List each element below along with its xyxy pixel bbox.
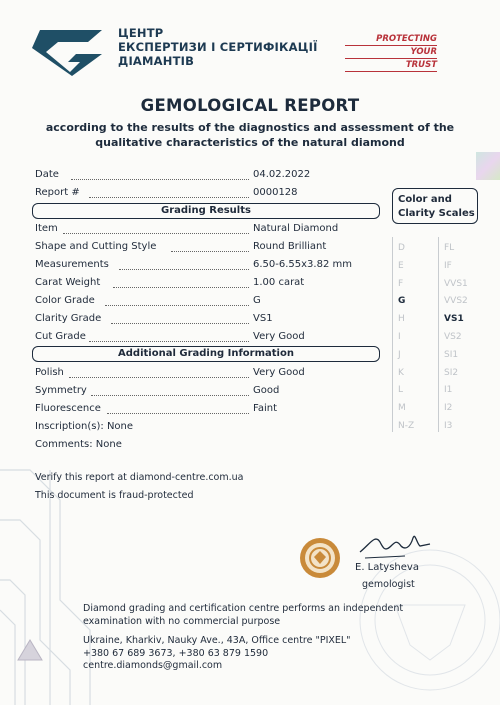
fluorescence-value: Faint <box>253 403 277 414</box>
footer-description <box>83 603 403 628</box>
footer-email: centre.diamonds@gmail.com <box>83 660 223 671</box>
clarity-grade-row <box>35 312 375 326</box>
inscriptions-text: Inscription(s): None <box>35 421 134 432</box>
grading-results-heading: Grading Results <box>32 203 380 219</box>
org-line-2: ЕКСПЕРТИЗИ І СЕРТИФІКАЦІЇ <box>118 40 318 54</box>
color-scale-item: E <box>398 260 404 271</box>
carat-label: Carat Weight <box>35 277 101 288</box>
organization-name <box>118 26 318 68</box>
cut-grade-value: Very Good <box>253 331 305 342</box>
org-line-3: ДІАМАНТІВ <box>118 54 195 68</box>
item-value: Natural Diamond <box>253 223 339 234</box>
measurements-label: Measurements <box>35 259 109 270</box>
comments-text: Comments: None <box>35 439 122 450</box>
footer-line-1: Diamond grading and certification centre performs an independent <box>83 603 404 614</box>
gemologist-name: E. Latysheva <box>355 562 419 573</box>
inscriptions-row <box>35 420 375 434</box>
triangle-emblem <box>18 640 42 660</box>
polish-row <box>35 366 375 380</box>
scales-heading <box>392 188 478 224</box>
color-scale-item: G <box>398 296 406 307</box>
fluorescence-label: Fluorescence <box>35 403 101 414</box>
carat-row <box>35 276 375 290</box>
measurements-value: 6.50-6.55x3.82 mm <box>253 259 352 270</box>
symmetry-label: Symmetry <box>35 385 87 396</box>
date-label: Date <box>35 169 59 180</box>
clarity-scale-item: VVS1 <box>444 278 468 289</box>
report-number-row <box>35 186 375 200</box>
scales-heading-line-2: Clarity Scales <box>398 208 475 219</box>
date-value: 04.02.2022 <box>253 169 311 180</box>
report-number-label: Report # <box>35 187 80 198</box>
color-scale-item: H <box>398 314 405 325</box>
seal-stamp-icon <box>299 537 341 579</box>
clarity-scale-item: FL <box>444 243 455 253</box>
hologram-sticker <box>476 152 500 180</box>
carat-value: 1.00 carat <box>253 277 305 288</box>
clarity-scale-item: VS1 <box>444 314 464 325</box>
item-label: Item <box>35 223 58 234</box>
fraud-protected-text: This document is fraud-protected <box>35 490 194 501</box>
item-row <box>35 222 375 236</box>
scales-heading-line-1: Color and <box>398 194 452 205</box>
color-grade-row <box>35 294 375 308</box>
footer-contacts <box>83 635 351 673</box>
slogan-line-3: TRUST <box>345 59 437 72</box>
clarity-grade-value: VS1 <box>253 313 273 324</box>
clarity-scale-item: VVS2 <box>444 296 468 307</box>
fluorescence-row <box>35 402 375 416</box>
color-grade-value: G <box>253 295 261 306</box>
slogan <box>345 33 437 72</box>
color-scale-item: L <box>398 385 404 396</box>
report-subtitle <box>0 120 500 150</box>
clarity-scale-item: I1 <box>444 385 453 396</box>
clarity-scale-item: VS2 <box>444 332 462 342</box>
shape-row <box>35 240 375 254</box>
color-scale-item: J <box>398 349 401 360</box>
date-row <box>35 168 375 182</box>
cut-grade-label: Cut Grade <box>35 331 86 342</box>
color-grade-label: Color Grade <box>35 295 95 306</box>
color-scale-item: D <box>398 243 405 253</box>
clarity-scale-item: IF <box>444 260 452 271</box>
polish-label: Polish <box>35 367 64 378</box>
clarity-scale-item: I2 <box>444 403 453 414</box>
clarity-scale-item: SI1 <box>444 349 459 360</box>
footer-address: Ukraine, Kharkiv, Nauky Ave., 43A, Office centre "PIXEL" <box>83 635 351 646</box>
subtitle-line-1: according to the results of the diagnostics and assessment of the <box>45 121 455 134</box>
symmetry-value: Good <box>253 385 280 396</box>
org-line-1: ЦЕНТР <box>118 26 164 40</box>
polish-value: Very Good <box>253 367 305 378</box>
footer-line-2: examination with no commercial purpose <box>83 615 281 627</box>
verify-text: Verify this report at diamond-centre.com.ua <box>35 472 244 483</box>
measurements-row <box>35 258 375 272</box>
color-scale-item: I <box>398 332 401 342</box>
color-scale-item: M <box>398 403 406 414</box>
subtitle-line-2: qualitative characteristics of the natural diamond <box>95 136 405 149</box>
footer-phones: +380 67 689 3673, +380 63 879 1590 <box>83 647 269 659</box>
color-scale-item: F <box>398 278 404 289</box>
gemologist-role: gemologist <box>362 579 415 590</box>
diamond-logo-icon <box>32 26 110 76</box>
signature-icon <box>355 524 435 564</box>
additional-info-heading: Additional Grading Information <box>32 346 380 362</box>
color-scale-item: N-Z <box>398 421 415 431</box>
color-scale-item: K <box>398 367 404 378</box>
shape-value: Round Brilliant <box>253 241 327 252</box>
report-title: GEMOLOGICAL REPORT <box>140 96 360 115</box>
clarity-grade-label: Clarity Grade <box>35 313 102 324</box>
slogan-line-1: PROTECTING <box>345 33 437 46</box>
slogan-line-2: YOUR <box>345 46 437 59</box>
cut-grade-row <box>35 330 375 344</box>
shape-label: Shape and Cutting Style <box>35 241 157 252</box>
clarity-scale-item: SI2 <box>444 367 459 378</box>
comments-row <box>35 438 375 452</box>
symmetry-row <box>35 384 375 398</box>
clarity-scale-item: I3 <box>444 421 453 431</box>
report-number-value: 0000128 <box>253 187 298 198</box>
